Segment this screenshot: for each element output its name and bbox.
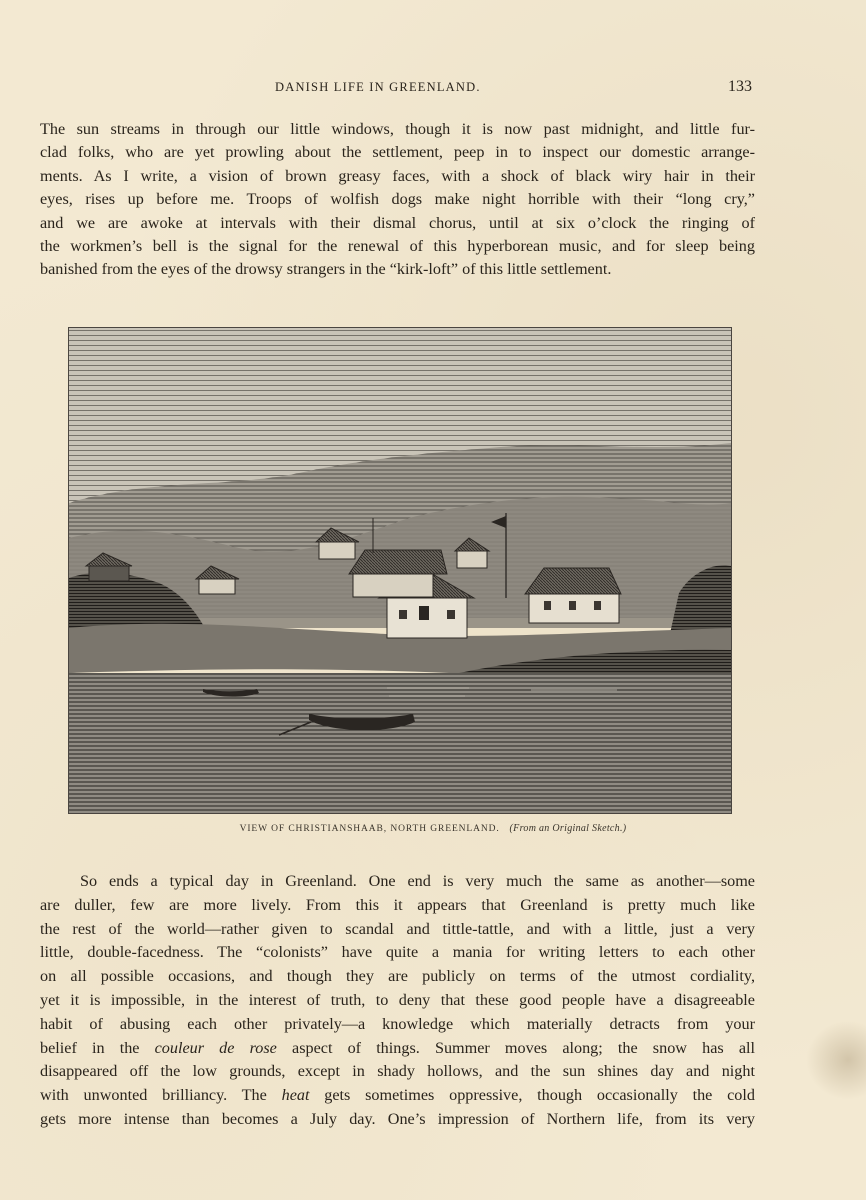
italic-phrase: couleur de rose <box>154 1038 277 1057</box>
text-run: with unwonted brilliancy. The <box>40 1086 282 1105</box>
page-number: 133 <box>728 78 752 95</box>
paragraph-top <box>40 118 755 282</box>
caption-title: VIEW OF CHRISTIANSHAAB, NORTH GREENLAND. <box>239 824 500 834</box>
engraving-illustration <box>68 327 732 814</box>
text-line: ments. As I write, a vision of brown greasy faces, with a shock of black wiry hair in their <box>40 166 755 185</box>
text-line: The sun streams in through our little windows, though it is now past midnight, and little fur- <box>40 120 755 138</box>
text-line: on all possible occasions, and though they are publicly on terms of the utmost cordiality, <box>40 967 755 986</box>
figure-caption <box>0 823 866 834</box>
running-head <box>0 78 866 100</box>
text-run: belief in the <box>40 1038 155 1057</box>
text-line: are duller, few are more lively. From this it appears that Greenland is pretty much like <box>40 895 755 914</box>
caption-credit: (From an Original Sketch.) <box>509 823 627 834</box>
italic-word: heat <box>281 1086 310 1105</box>
text-line-mixed <box>40 1037 755 1061</box>
text-line: yet it is impossible, in the interest of truth, to deny that these good people have a disagreeable <box>40 990 755 1009</box>
text-run: aspect of things. Summer moves along; the snow has all <box>276 1038 755 1057</box>
text-line: clad folks, who are yet prowling about the settlement, peep in to inspect our domestic arrange- <box>40 143 755 162</box>
text-line: gets more intense than becomes a July day. One’s impression of Northern life, from its very <box>40 1109 755 1128</box>
text-line: habit of abusing each other privately—a knowledge which materially detracts from your <box>40 1014 755 1033</box>
running-title: DANISH LIFE IN GREENLAND. <box>275 80 481 94</box>
text-line: eyes, rises up before me. Troops of wolfish dogs make night horrible with their “long cry,” <box>40 190 755 209</box>
paper-stain <box>806 1020 866 1100</box>
text-line: the rest of the world—rather given to scandal and tittle-tattle, and with a little, just a very <box>40 919 755 938</box>
text-line: and we are awoke at intervals with their dismal chorus, until at six o’clock the ringing of <box>40 213 755 232</box>
text-line: disappeared off the low grounds, except in shady hollows, and the sun shines day and night <box>40 1062 755 1081</box>
text-run: gets sometimes oppressive, though occasionally the cold <box>309 1086 755 1105</box>
text-line: banished from the eyes of the drowsy strangers in the “kirk-loft” of this little settlement. <box>40 260 612 279</box>
text-line: little, double-facedness. The “colonists” have quite a mania for writing letters to each other <box>40 943 755 962</box>
text-line-mixed <box>40 1084 755 1108</box>
water <box>69 673 731 813</box>
text-line: So ends a typical day in Greenland. One end is very much the same as another—some <box>80 872 755 890</box>
text-line: the workmen’s bell is the signal for the renewal of this hyperborean music, and for sleep being <box>40 236 755 255</box>
paragraph-bottom <box>40 870 755 1132</box>
